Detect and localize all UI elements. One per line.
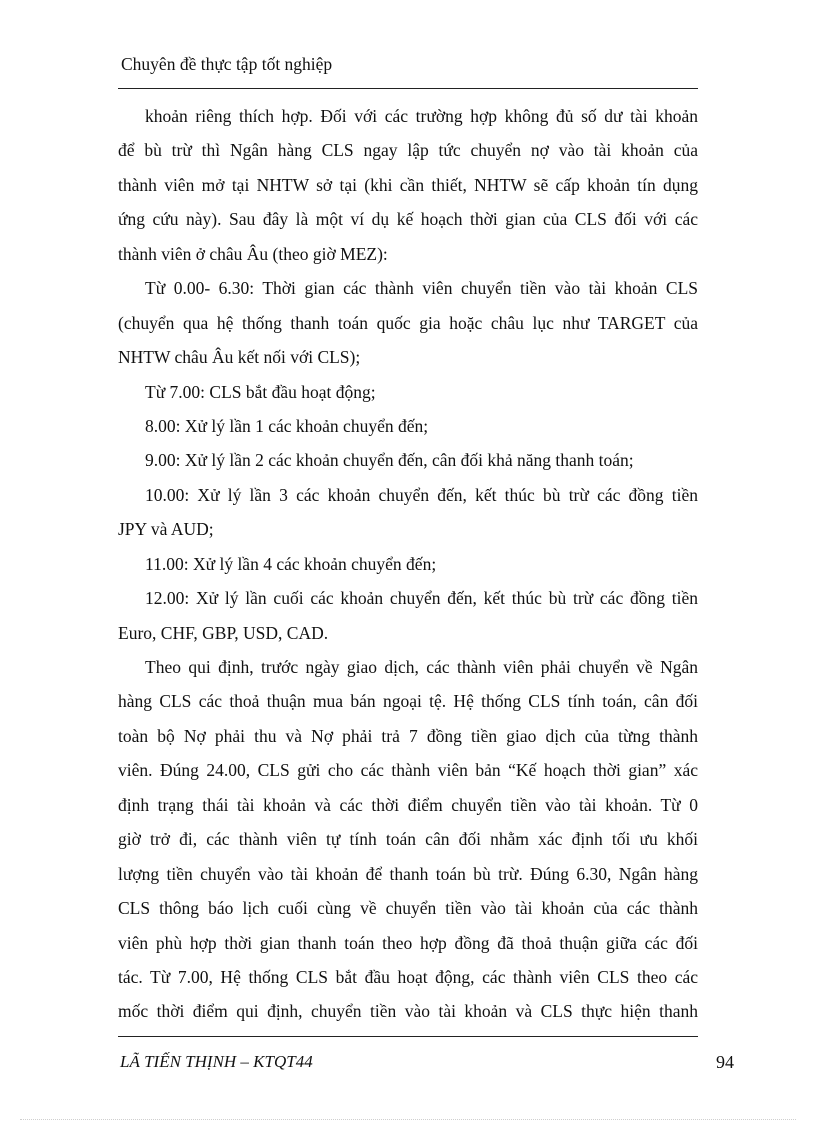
page-edge-divider: [20, 1119, 796, 1120]
footer-author: LÃ TIẾN THỊNH – KTQT44: [120, 1052, 313, 1071]
text-line: 9.00: Xử lý lần 2 các khoản chuyển đến, cân đối khả năng thanh toán;: [145, 450, 634, 471]
text-line: 10.00: Xử lý lần 3 các khoản chuyển đến, kết thúc bù trừ các đồng tiền: [145, 484, 698, 505]
text-line: CLS thông báo lịch cuối cùng về chuyển tiền vào tài khoản của các thành: [118, 898, 698, 919]
text-line: mốc thời điểm qui định, chuyển tiền vào tài khoản và CLS thực hiện thanh: [118, 1001, 698, 1022]
text-line: Theo qui định, trước ngày giao dịch, các thành viên phải chuyển về Ngân: [145, 657, 698, 677]
text-line: ứng cứu này). Sau đây là một ví dụ kế hoạch thời gian của CLS đối với các: [118, 209, 698, 230]
text-line: khoản riêng thích hợp. Đối với các trường hợp không đủ số dư tài khoản: [145, 106, 698, 126]
header-rule: [118, 88, 698, 89]
text-line: JPY và AUD;: [118, 519, 214, 540]
text-line: toàn bộ Nợ phải thu và Nợ phải trả 7 đồng tiền giao dịch của từng thành: [118, 725, 698, 746]
text-line: hàng CLS các thoả thuận mua bán ngoại tệ. Hệ thống CLS tính toán, cân đối: [118, 691, 698, 712]
text-line: lượng tiền chuyển vào tài khoản để thanh toán bù trừ. Đúng 6.30, Ngân hàng: [118, 863, 698, 884]
text-line: để bù trừ thì Ngân hàng CLS ngay lập tức chuyển nợ vào tài khoản của: [118, 140, 698, 161]
page-number: 94: [716, 1052, 734, 1072]
text-line: 11.00: Xử lý lần 4 các khoản chuyển đến;: [145, 553, 437, 574]
text-line: NHTW châu Âu kết nối với CLS);: [118, 347, 361, 368]
footer-rule: [118, 1036, 698, 1037]
text-line: thành viên ở châu Âu (theo giờ MEZ):: [118, 243, 388, 264]
text-line: Euro, CHF, GBP, USD, CAD.: [118, 622, 329, 643]
text-line: thành viên mở tại NHTW sở tại (khi cần thiết, NHTW sẽ cấp khoản tín dụng: [118, 174, 698, 195]
text-line: giờ trở đi, các thành viên tự tính toán cân đối nhằm xác định tối ưu khối: [118, 829, 698, 850]
text-line: 8.00: Xử lý lần 1 các khoản chuyển đến;: [145, 415, 429, 436]
body-text: [118, 99, 698, 1029]
text-line: viên phù hợp thời gian thanh toán theo hợp đồng đã thoả thuận giữa các đối: [118, 932, 698, 953]
text-line: (chuyển qua hệ thống thanh toán quốc gia hoặc châu lục như TARGET của: [118, 312, 698, 333]
text-line: Từ 0.00- 6.30: Thời gian các thành viên chuyển tiền vào tài khoản CLS: [145, 278, 698, 299]
text-line: Từ 7.00: CLS bắt đầu hoạt động;: [145, 381, 376, 402]
text-line: định trạng thái tài khoản và các thời điểm chuyển tiền vào tài khoản. Từ 0: [118, 794, 698, 815]
running-header: Chuyên đề thực tập tốt nghiệp: [121, 54, 333, 74]
text-line: 12.00: Xử lý lần cuối các khoản chuyển đến, kết thúc bù trừ các đồng tiền: [145, 588, 698, 609]
text-line: viên. Đúng 24.00, CLS gửi cho các thành viên bản “Kế hoạch thời gian” xác: [118, 760, 698, 781]
text-line: tác. Từ 7.00, Hệ thống CLS bắt đầu hoạt động, các thành viên CLS theo các: [118, 966, 698, 987]
